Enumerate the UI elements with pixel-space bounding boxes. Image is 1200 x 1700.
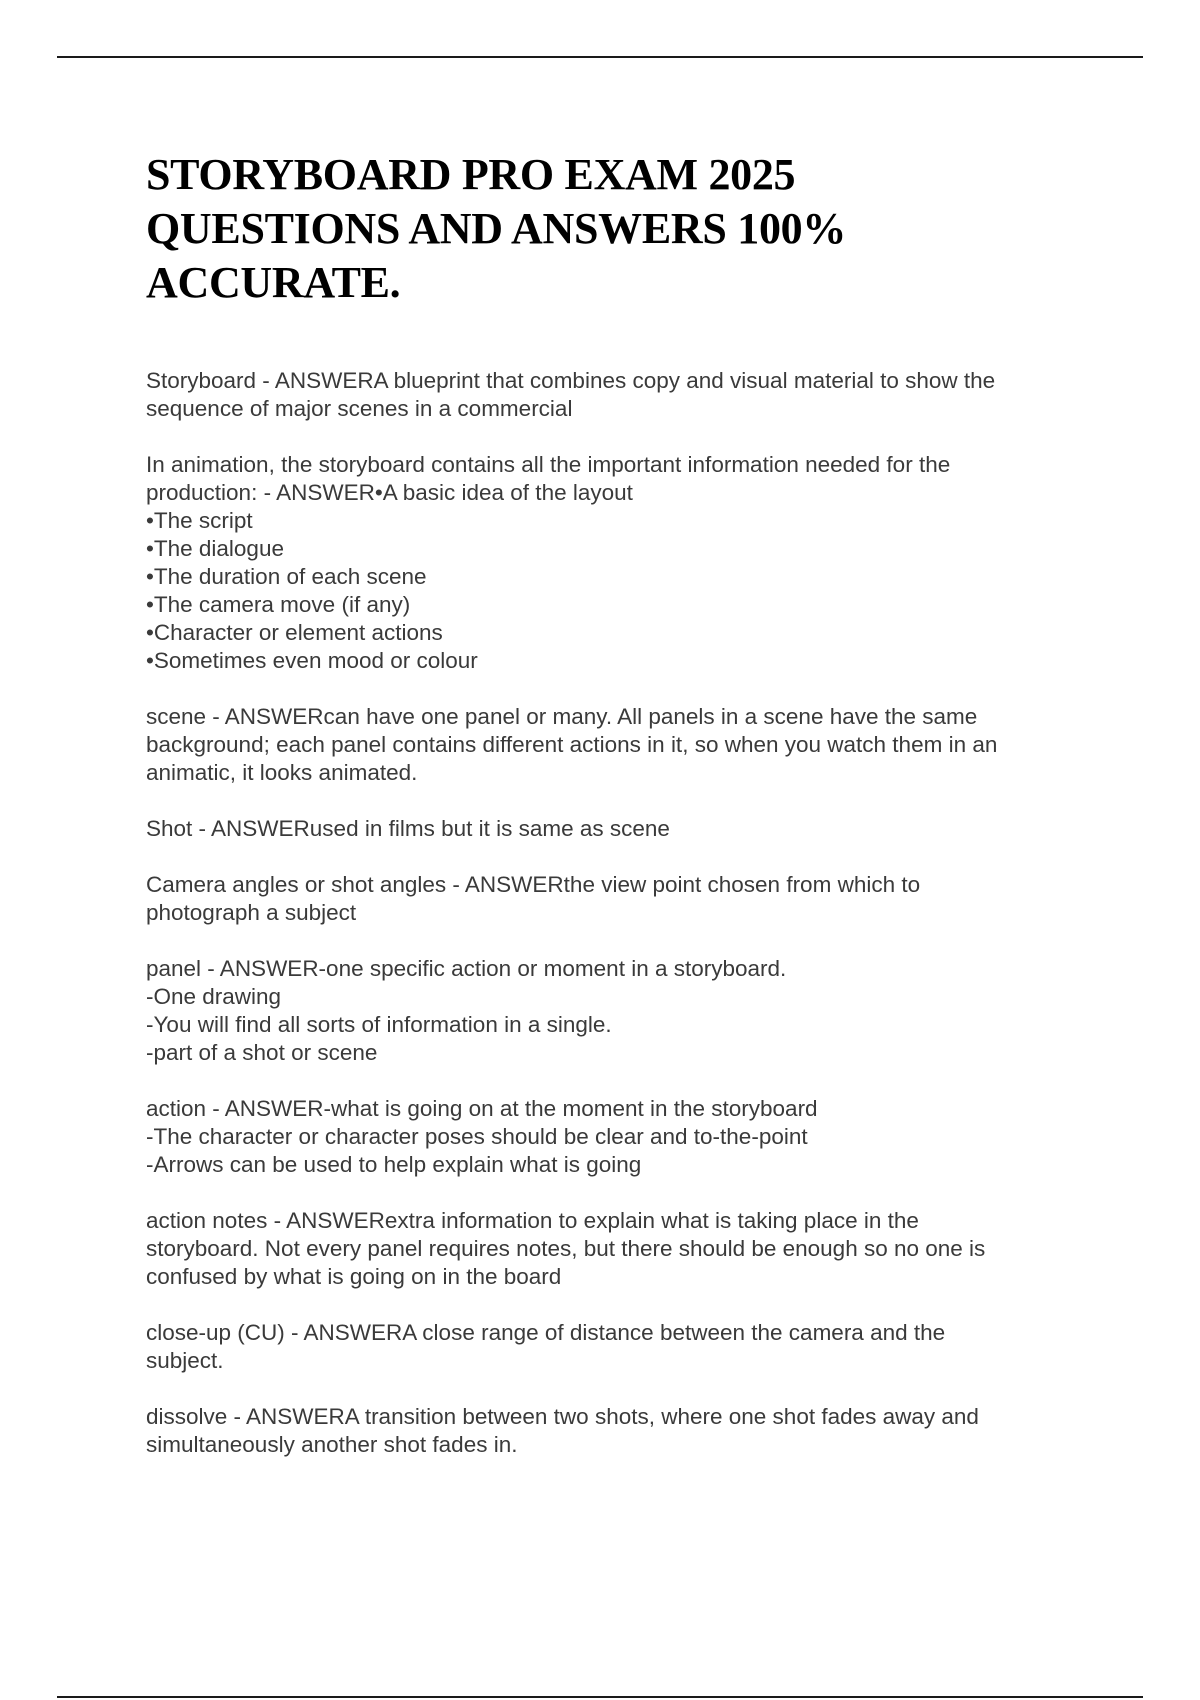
title-line-2: QUESTIONS AND ANSWERS 100% <box>146 204 847 253</box>
qa-list <box>146 367 1086 1459</box>
document-title <box>146 148 1086 310</box>
qa-item-animation-info: In animation, the storyboard contains all the important information needed for the production: - ANSWER•A basic idea of the layout •The script •The dialogue •The duration of each scene •The camera move (if any) •Character or element actions •Sometimes even mood or colour <box>146 452 951 673</box>
title-line-1: STORYBOARD PRO EXAM 2025 <box>146 150 796 199</box>
title-line-3: ACCURATE. <box>146 258 401 307</box>
top-rule <box>57 56 1143 58</box>
qa-item-shot: Shot - ANSWERused in films but it is same as scene <box>146 816 670 841</box>
bottom-rule <box>57 1696 1143 1698</box>
qa-item-close-up: close-up (CU) - ANSWERA close range of distance between the camera and the subject. <box>146 1320 946 1373</box>
qa-item-camera-angles: Camera angles or shot angles - ANSWERthe view point chosen from which to photograph a subject <box>146 872 921 925</box>
qa-item-dissolve: dissolve - ANSWERA transition between two shots, where one shot fades away and simultaneously another shot fades in. <box>146 1404 979 1457</box>
qa-item-storyboard: Storyboard - ANSWERA blueprint that combines copy and visual material to show the sequence of major scenes in a commercial <box>146 368 996 421</box>
qa-item-action: action - ANSWER-what is going on at the moment in the storyboard -The character or character poses should be clear and to-the-point -Arrows can be used to help explain what is going <box>146 1096 818 1177</box>
qa-item-scene: scene - ANSWERcan have one panel or many. All panels in a scene have the same background; each panel contains different actions in it, so when you watch them in an animatic, it looks animated. <box>146 704 998 785</box>
qa-item-action-notes: action notes - ANSWERextra information to explain what is taking place in the storyboard. Not every panel requires notes, but there should be enough so no one is confused by what is going on in the board <box>146 1208 986 1289</box>
document-body <box>146 148 1086 1487</box>
qa-item-panel: panel - ANSWER-one specific action or moment in a storyboard. -One drawing -You will find all sorts of information in a single. -part of a shot or scene <box>146 956 787 1065</box>
